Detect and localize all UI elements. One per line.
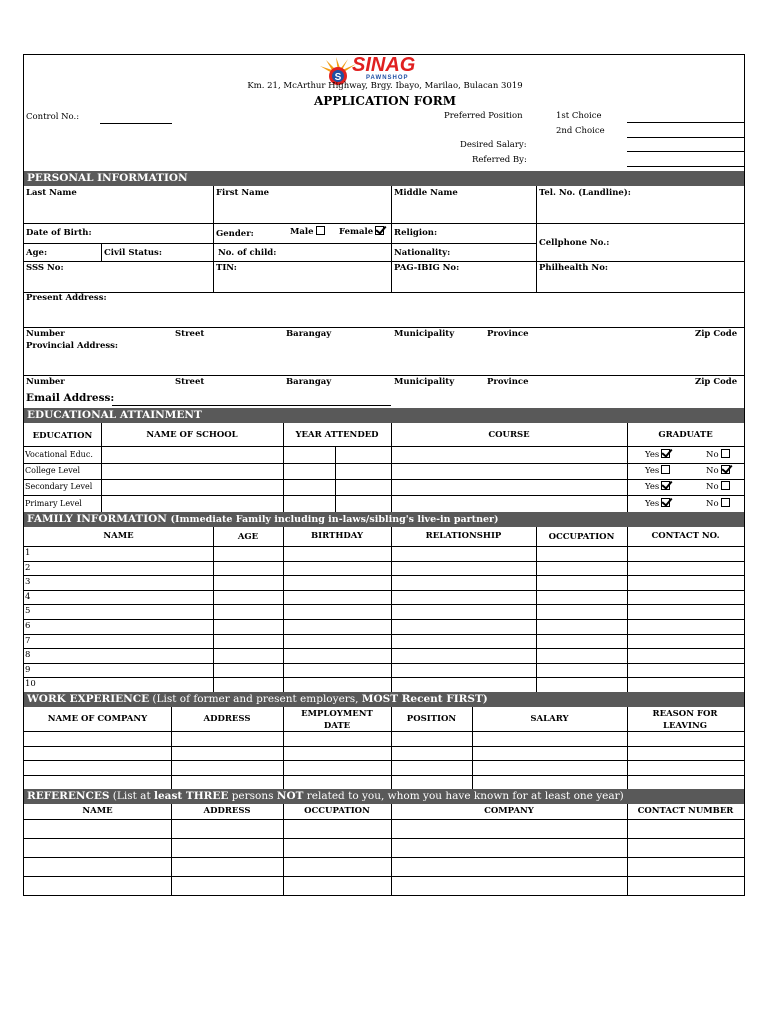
yes-label: Yes (645, 499, 660, 509)
row-divider (24, 590, 744, 591)
no-label: No (706, 450, 719, 460)
family-note: (Immediate Family including in-laws/sibling's live-in partner) (170, 514, 499, 525)
edu-col-year: YEAR ATTENDED (295, 430, 379, 440)
ref-note-b: least THREE (154, 790, 229, 802)
education-header (24, 408, 744, 423)
row-divider (24, 604, 744, 605)
referred-by-label: Referred By: (472, 155, 527, 165)
control-no-field[interactable] (100, 123, 172, 124)
female-checkbox[interactable] (375, 226, 384, 235)
graduate-yes-option[interactable] (645, 465, 670, 477)
family-row-number: 3 (25, 577, 31, 587)
work-row-divider (24, 775, 744, 776)
present-addr-barangay: Barangay (286, 329, 332, 339)
gender-male-option[interactable] (290, 226, 325, 238)
row-divider (24, 561, 744, 562)
tel-no-label: Tel. No. (Landline): (539, 188, 631, 198)
work-note-a: (List of former and present employers, (149, 693, 362, 705)
ref-note-e: related to you, whom you have known for at least one year) (303, 790, 624, 802)
family-title: FAMILY INFORMATION (27, 513, 167, 525)
work-col-reason: REASON FOR LEAVING (652, 709, 718, 731)
cellphone-label: Cellphone No.: (539, 238, 610, 248)
family-row-number: 7 (25, 636, 31, 646)
present-addr-zip: Zip Code (695, 329, 738, 339)
company-address: Km. 21, McArthur Highway, Brgy. Ibayo, Marilao, Bulacan 3019 (247, 81, 523, 91)
civil-status-label: Civil Status: (104, 248, 162, 258)
second-choice-field[interactable] (627, 137, 744, 138)
present-addr-number: Number (26, 329, 65, 339)
first-choice-label: 1st Choice (556, 111, 602, 121)
no-checkbox[interactable] (721, 498, 730, 507)
first-name-label: First Name (216, 188, 270, 198)
desired-salary-label: Desired Salary: (460, 140, 527, 150)
family-row-number: 9 (25, 665, 31, 675)
work-row-divider (24, 746, 744, 747)
edu-col-education: EDUCATION (32, 431, 93, 441)
work-title: WORK EXPERIENCE (27, 693, 150, 705)
tin-label: TIN: (216, 263, 237, 273)
ref-col-contact: CONTACT NUMBER (637, 806, 734, 816)
referred-by-field[interactable] (627, 166, 744, 167)
fam-col-contact: CONTACT NO. (651, 531, 720, 541)
row-divider (24, 663, 744, 664)
ref-note-a: (List at (109, 790, 154, 802)
family-row-number: 6 (25, 621, 31, 631)
ref-col-address: ADDRESS (203, 806, 251, 816)
religion-label: Religion: (394, 228, 438, 238)
yes-label: Yes (645, 466, 660, 476)
prov-addr-municipality: Municipality (394, 377, 455, 387)
ref-note-c: persons (228, 790, 277, 802)
ref-row-divider (24, 857, 744, 858)
prov-addr-number: Number (26, 377, 65, 387)
provincial-address-label: Provincial Address: (26, 341, 119, 351)
prov-addr-province: Province (487, 377, 529, 387)
ref-col-name: NAME (82, 806, 113, 816)
references-header (24, 789, 744, 804)
prov-addr-barangay: Barangay (286, 377, 332, 387)
no-label: No (706, 466, 719, 476)
pagibig-label: PAG-IBIG No: (394, 263, 460, 273)
yes-checkbox[interactable] (661, 498, 670, 507)
male-label: Male (290, 227, 314, 237)
edu-level-label: Vocational Educ. (25, 450, 93, 459)
control-no-label: Control No.: (26, 112, 80, 122)
graduate-yes-option[interactable] (645, 498, 670, 510)
last-name-label: Last Name (26, 188, 77, 198)
graduate-no-option[interactable] (706, 449, 730, 461)
row-divider (24, 575, 744, 576)
work-header (24, 692, 744, 707)
personal-info-title: PERSONAL INFORMATION (27, 172, 188, 184)
gender-female-option[interactable] (339, 226, 384, 238)
sss-label: SSS No: (26, 263, 64, 273)
work-col-employment-date: EMPLOYMENT DATE (301, 709, 373, 731)
no-of-child-label: No. of child: (218, 248, 277, 258)
no-label: No (706, 499, 719, 509)
graduate-no-option[interactable] (706, 498, 730, 510)
brand-sub: PAWNSHOP (366, 75, 409, 81)
family-header (24, 512, 744, 527)
row-divider (24, 634, 744, 635)
age-label: Age: (26, 248, 48, 258)
edu-level-label: College Level (25, 466, 81, 475)
family-row-number: 1 (25, 548, 31, 558)
no-checkbox[interactable] (721, 465, 730, 474)
family-row-number: 5 (25, 606, 31, 616)
male-checkbox[interactable] (316, 226, 325, 235)
yes-label: Yes (645, 482, 660, 492)
references-title: REFERENCES (27, 790, 110, 802)
yes-checkbox[interactable] (661, 449, 670, 458)
nationality-label: Nationality: (394, 248, 451, 258)
fam-col-occupation: OCCUPATION (548, 532, 615, 542)
female-label: Female (339, 227, 374, 237)
family-row-number: 8 (25, 650, 31, 660)
edu-col-graduate: GRADUATE (658, 430, 713, 440)
family-row-number: 10 (25, 679, 36, 689)
row-divider (24, 648, 744, 649)
work-col-address: ADDRESS (203, 714, 251, 724)
preferred-position-label: Preferred Position (444, 111, 523, 121)
work-row-divider (24, 760, 744, 761)
personal-info-header (24, 171, 744, 186)
dob-label: Date of Birth: (26, 228, 92, 238)
present-addr-street: Street (175, 329, 205, 339)
graduate-yes-option[interactable] (645, 449, 670, 461)
edu-level-label: Primary Level (25, 499, 82, 508)
no-checkbox[interactable] (721, 449, 730, 458)
yes-checkbox[interactable] (661, 481, 670, 490)
present-address-label: Present Address: (26, 293, 107, 303)
present-addr-province: Province (487, 329, 529, 339)
work-note-b: MOST Recent FIRST) (361, 693, 488, 705)
no-label: No (706, 482, 719, 492)
brand-name: SINAG (352, 54, 416, 76)
first-choice-field[interactable] (627, 122, 744, 123)
work-col-position: POSITION (406, 714, 457, 724)
row-divider (24, 677, 744, 678)
ref-col-company: COMPANY (484, 806, 534, 816)
family-row-number: 4 (25, 592, 31, 602)
gender-label: Gender: (216, 229, 254, 239)
edu-col-course: COURSE (488, 430, 530, 440)
graduate-no-option[interactable] (706, 465, 730, 477)
graduate-yes-option[interactable] (645, 481, 670, 493)
graduate-no-option[interactable] (706, 481, 730, 493)
work-col-salary: SALARY (530, 714, 569, 724)
ref-note-d: NOT (276, 790, 304, 802)
ref-row-divider (24, 838, 744, 839)
edu-level-label: Secondary Level (25, 482, 93, 491)
ref-col-occupation: OCCUPATION (304, 806, 370, 816)
philhealth-label: Philhealth No: (539, 263, 608, 273)
edu-col-school: NAME OF SCHOOL (146, 430, 238, 440)
second-choice-label: 2nd Choice (556, 126, 605, 136)
prov-addr-zip: Zip Code (695, 377, 738, 387)
desired-salary-field[interactable] (627, 151, 744, 152)
no-checkbox[interactable] (721, 481, 730, 490)
family-row-number: 2 (25, 563, 31, 573)
row-divider (24, 619, 744, 620)
yes-checkbox[interactable] (661, 465, 670, 474)
svg-text:S: S (334, 72, 342, 83)
prov-addr-street: Street (175, 377, 205, 387)
yes-label: Yes (645, 450, 660, 460)
fam-col-relationship: RELATIONSHIP (425, 531, 502, 541)
form-title: APPLICATION FORM (314, 94, 456, 108)
ref-row-divider (24, 876, 744, 877)
fam-col-birthday: BIRTHDAY (310, 531, 364, 541)
fam-col-name: NAME (103, 531, 134, 541)
present-addr-municipality: Municipality (394, 329, 455, 339)
work-col-company: NAME OF COMPANY (47, 714, 148, 724)
email-label: Email Address: (26, 392, 115, 404)
middle-name-label: Middle Name (394, 188, 458, 198)
fam-col-age: AGE (237, 532, 259, 542)
email-field[interactable] (112, 405, 391, 406)
education-title: EDUCATIONAL ATTAINMENT (27, 409, 202, 421)
